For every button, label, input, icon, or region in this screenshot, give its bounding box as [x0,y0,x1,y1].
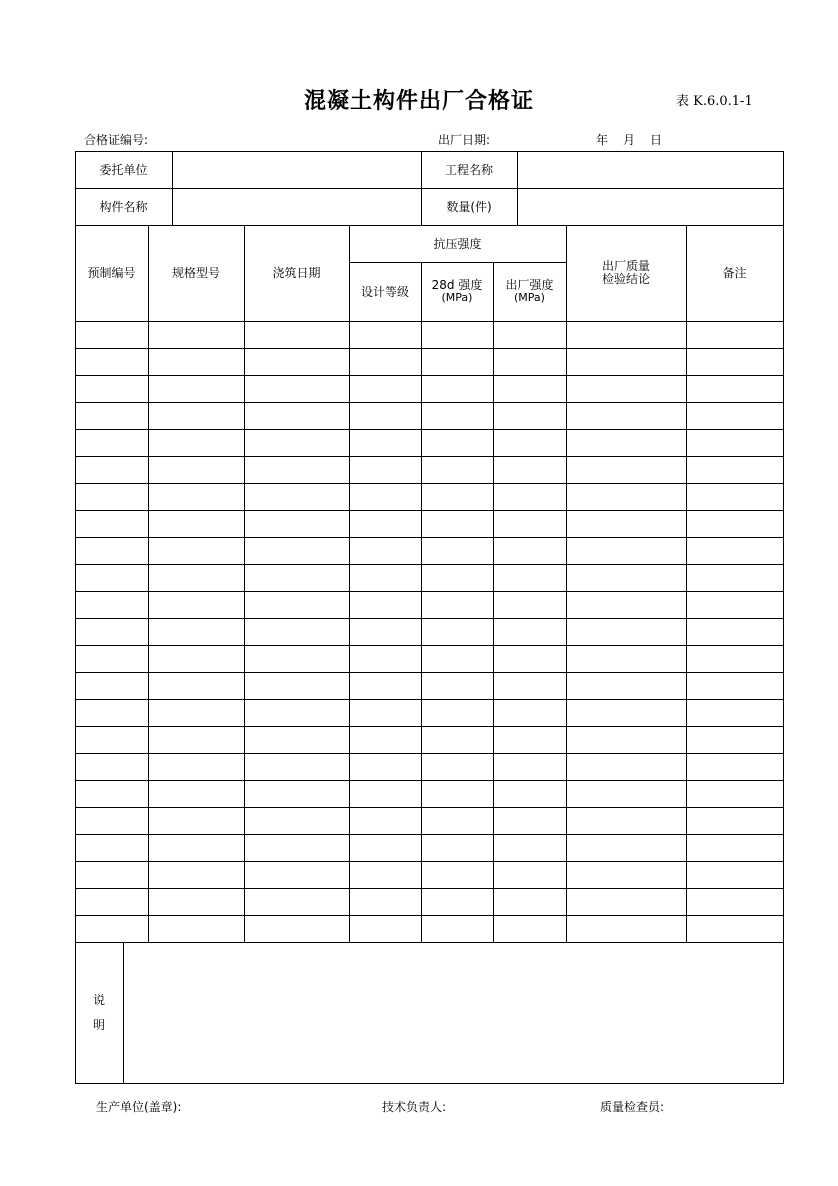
table-row-line [75,591,784,592]
col-header-check-line2: 检验结论 [601,272,650,286]
header-bottom-line [75,321,784,322]
table-row-line [75,726,784,727]
table-row-line [75,375,784,376]
table-row-line [75,780,784,781]
quantity-label: 数量(件) [446,200,492,214]
col-header-factory-strength: 出厂强度 [505,278,554,292]
table-row-line [75,861,784,862]
month-label: 月 [623,133,636,147]
col-header-spec: 规格型号 [171,266,220,280]
col-header-precast-no: 预制编号 [87,266,136,280]
form-code: 表 K.6.0.1-1 [676,94,753,109]
notes-label: 明 [92,1018,105,1032]
col-header-28d-strength: 28d 强度 [431,278,483,292]
table-row-line [75,753,784,754]
table-row-line [75,402,784,403]
strength-subheader-line [349,262,567,263]
client-label: 委托单位 [99,163,148,177]
notes-label: 说 [92,993,105,1007]
table-row-line [75,510,784,511]
col-header-factory-unit: (MPa) [514,291,545,304]
tech-lead-label: 技术负责人: [382,1100,447,1114]
table-row-line [75,915,784,916]
year-label: 年 [596,133,609,147]
col-header-strength: 抗压强度 [433,237,482,251]
col-header-pour-date: 浇筑日期 [272,266,321,280]
project-label: 工程名称 [444,163,493,177]
table-row-line [75,429,784,430]
info-col-line [517,151,518,226]
col-header-28d-unit: (MPa) [441,291,473,304]
col-header-check-line1: 出厂质量 [601,259,650,273]
table-row-line [75,348,784,349]
table-row-line [75,807,784,808]
table-border-top [75,151,784,152]
date-label: 出厂日期: [438,133,491,147]
table-row-line [75,537,784,538]
table-border-bottom [75,1083,784,1084]
table-row-line [75,645,784,646]
table-row-line [75,699,784,700]
page-title: 混凝土构件出厂合格证 [303,89,534,114]
table-row-line [75,888,784,889]
info-col-line [172,151,173,226]
col-header-design-grade: 设计等级 [360,285,409,299]
inspector-label: 质量检查员: [600,1100,665,1114]
notes-field[interactable] [124,943,783,1083]
table-row-line [75,618,784,619]
col-line [493,262,494,942]
table-row-line [75,834,784,835]
component-label: 构件名称 [99,200,148,214]
header-top-line [75,225,784,226]
table-row-line [75,564,784,565]
producer-label: 生产单位(盖章): [96,1100,182,1114]
table-row-line [75,672,784,673]
cert-no-label: 合格证编号: [84,133,149,147]
day-label: 日 [650,133,663,147]
table-row-line [75,483,784,484]
col-line [421,262,422,942]
table-row-line [75,456,784,457]
col-header-remarks: 备注 [722,266,747,280]
info-divider [75,188,784,189]
